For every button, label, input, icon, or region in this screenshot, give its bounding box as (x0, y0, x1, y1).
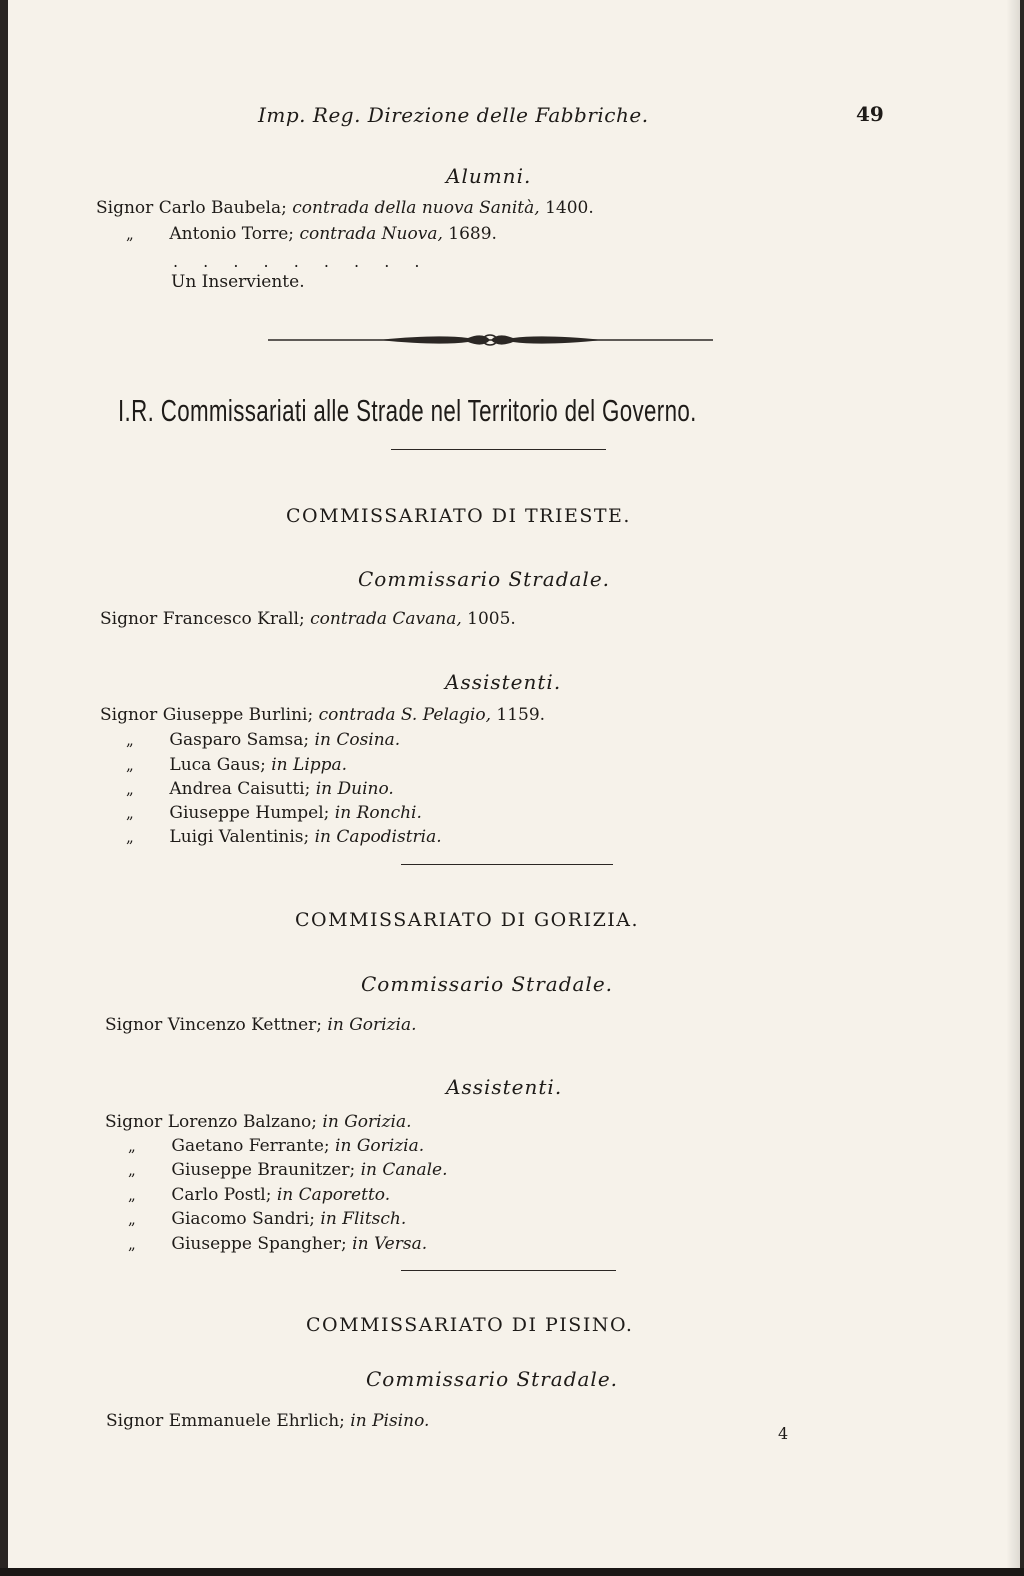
list-item: Signor Carlo Baubela; contrada della nuova Sanità, 1400. (96, 198, 594, 218)
divider (401, 1270, 616, 1271)
ellipsis-dots: . . . . . . . . . (173, 252, 430, 271)
list-item: „ Giuseppe Humpel; in Ronchi. (126, 803, 422, 823)
commissario-heading: Commissario Stradale. (358, 567, 611, 591)
divider (401, 864, 613, 865)
assistenti-heading: Assistenti. (445, 670, 562, 694)
list-item: Signor Vincenzo Kettner; in Gorizia. (105, 1015, 417, 1035)
ornament-divider-icon (268, 330, 713, 350)
section-title-gorizia: COMMISSARIATO DI GORIZIA. (295, 909, 640, 931)
divider (391, 449, 606, 450)
list-item: Signor Emmanuele Ehrlich; in Pisino. (106, 1411, 430, 1431)
list-item: „ Giuseppe Braunitzer; in Canale. (128, 1160, 448, 1180)
list-item: „ Andrea Caisutti; in Duino. (126, 779, 394, 799)
section-title-pisino: COMMISSARIATO DI PISINO. (306, 1314, 634, 1336)
assistenti-heading: Assistenti. (446, 1075, 563, 1099)
signature-mark: 4 (778, 1424, 789, 1443)
main-title: I.R. Commissariati alle Strade nel Territorio del Governo. (118, 393, 697, 428)
page-number: 49 (856, 102, 884, 126)
page-bottom-edge (0, 1568, 1024, 1576)
section-title-trieste: COMMISSARIATO DI TRIESTE. (286, 505, 631, 527)
alumni-heading: Alumni. (446, 164, 532, 188)
list-item: Signor Francesco Krall; contrada Cavana, 1005. (100, 609, 516, 629)
list-item: „ Luca Gaus; in Lippa. (126, 755, 348, 775)
commissario-heading: Commissario Stradale. (361, 972, 614, 996)
list-item: „ Giuseppe Spangher; in Versa. (128, 1234, 428, 1254)
list-item: „ Gaetano Ferrante; in Gorizia. (128, 1136, 425, 1156)
list-item: Signor Giuseppe Burlini; contrada S. Pelagio, 1159. (100, 705, 546, 725)
inserviente: Un Inserviente. (171, 272, 305, 292)
book-page (8, 0, 1020, 1568)
list-item: „ Gasparo Samsa; in Cosina. (126, 730, 401, 750)
list-item: Signor Lorenzo Balzano; in Gorizia. (105, 1112, 412, 1132)
list-item: „ Carlo Postl; in Caporetto. (128, 1185, 391, 1205)
commissario-heading: Commissario Stradale. (366, 1367, 619, 1391)
list-item: „ Antonio Torre; contrada Nuova, 1689. (126, 224, 497, 244)
list-item: „ Giacomo Sandri; in Flitsch. (128, 1209, 407, 1229)
running-title: Imp. Reg. Direzione delle Fabbriche. (258, 103, 649, 127)
list-item: „ Luigi Valentinis; in Capodistria. (126, 827, 442, 847)
